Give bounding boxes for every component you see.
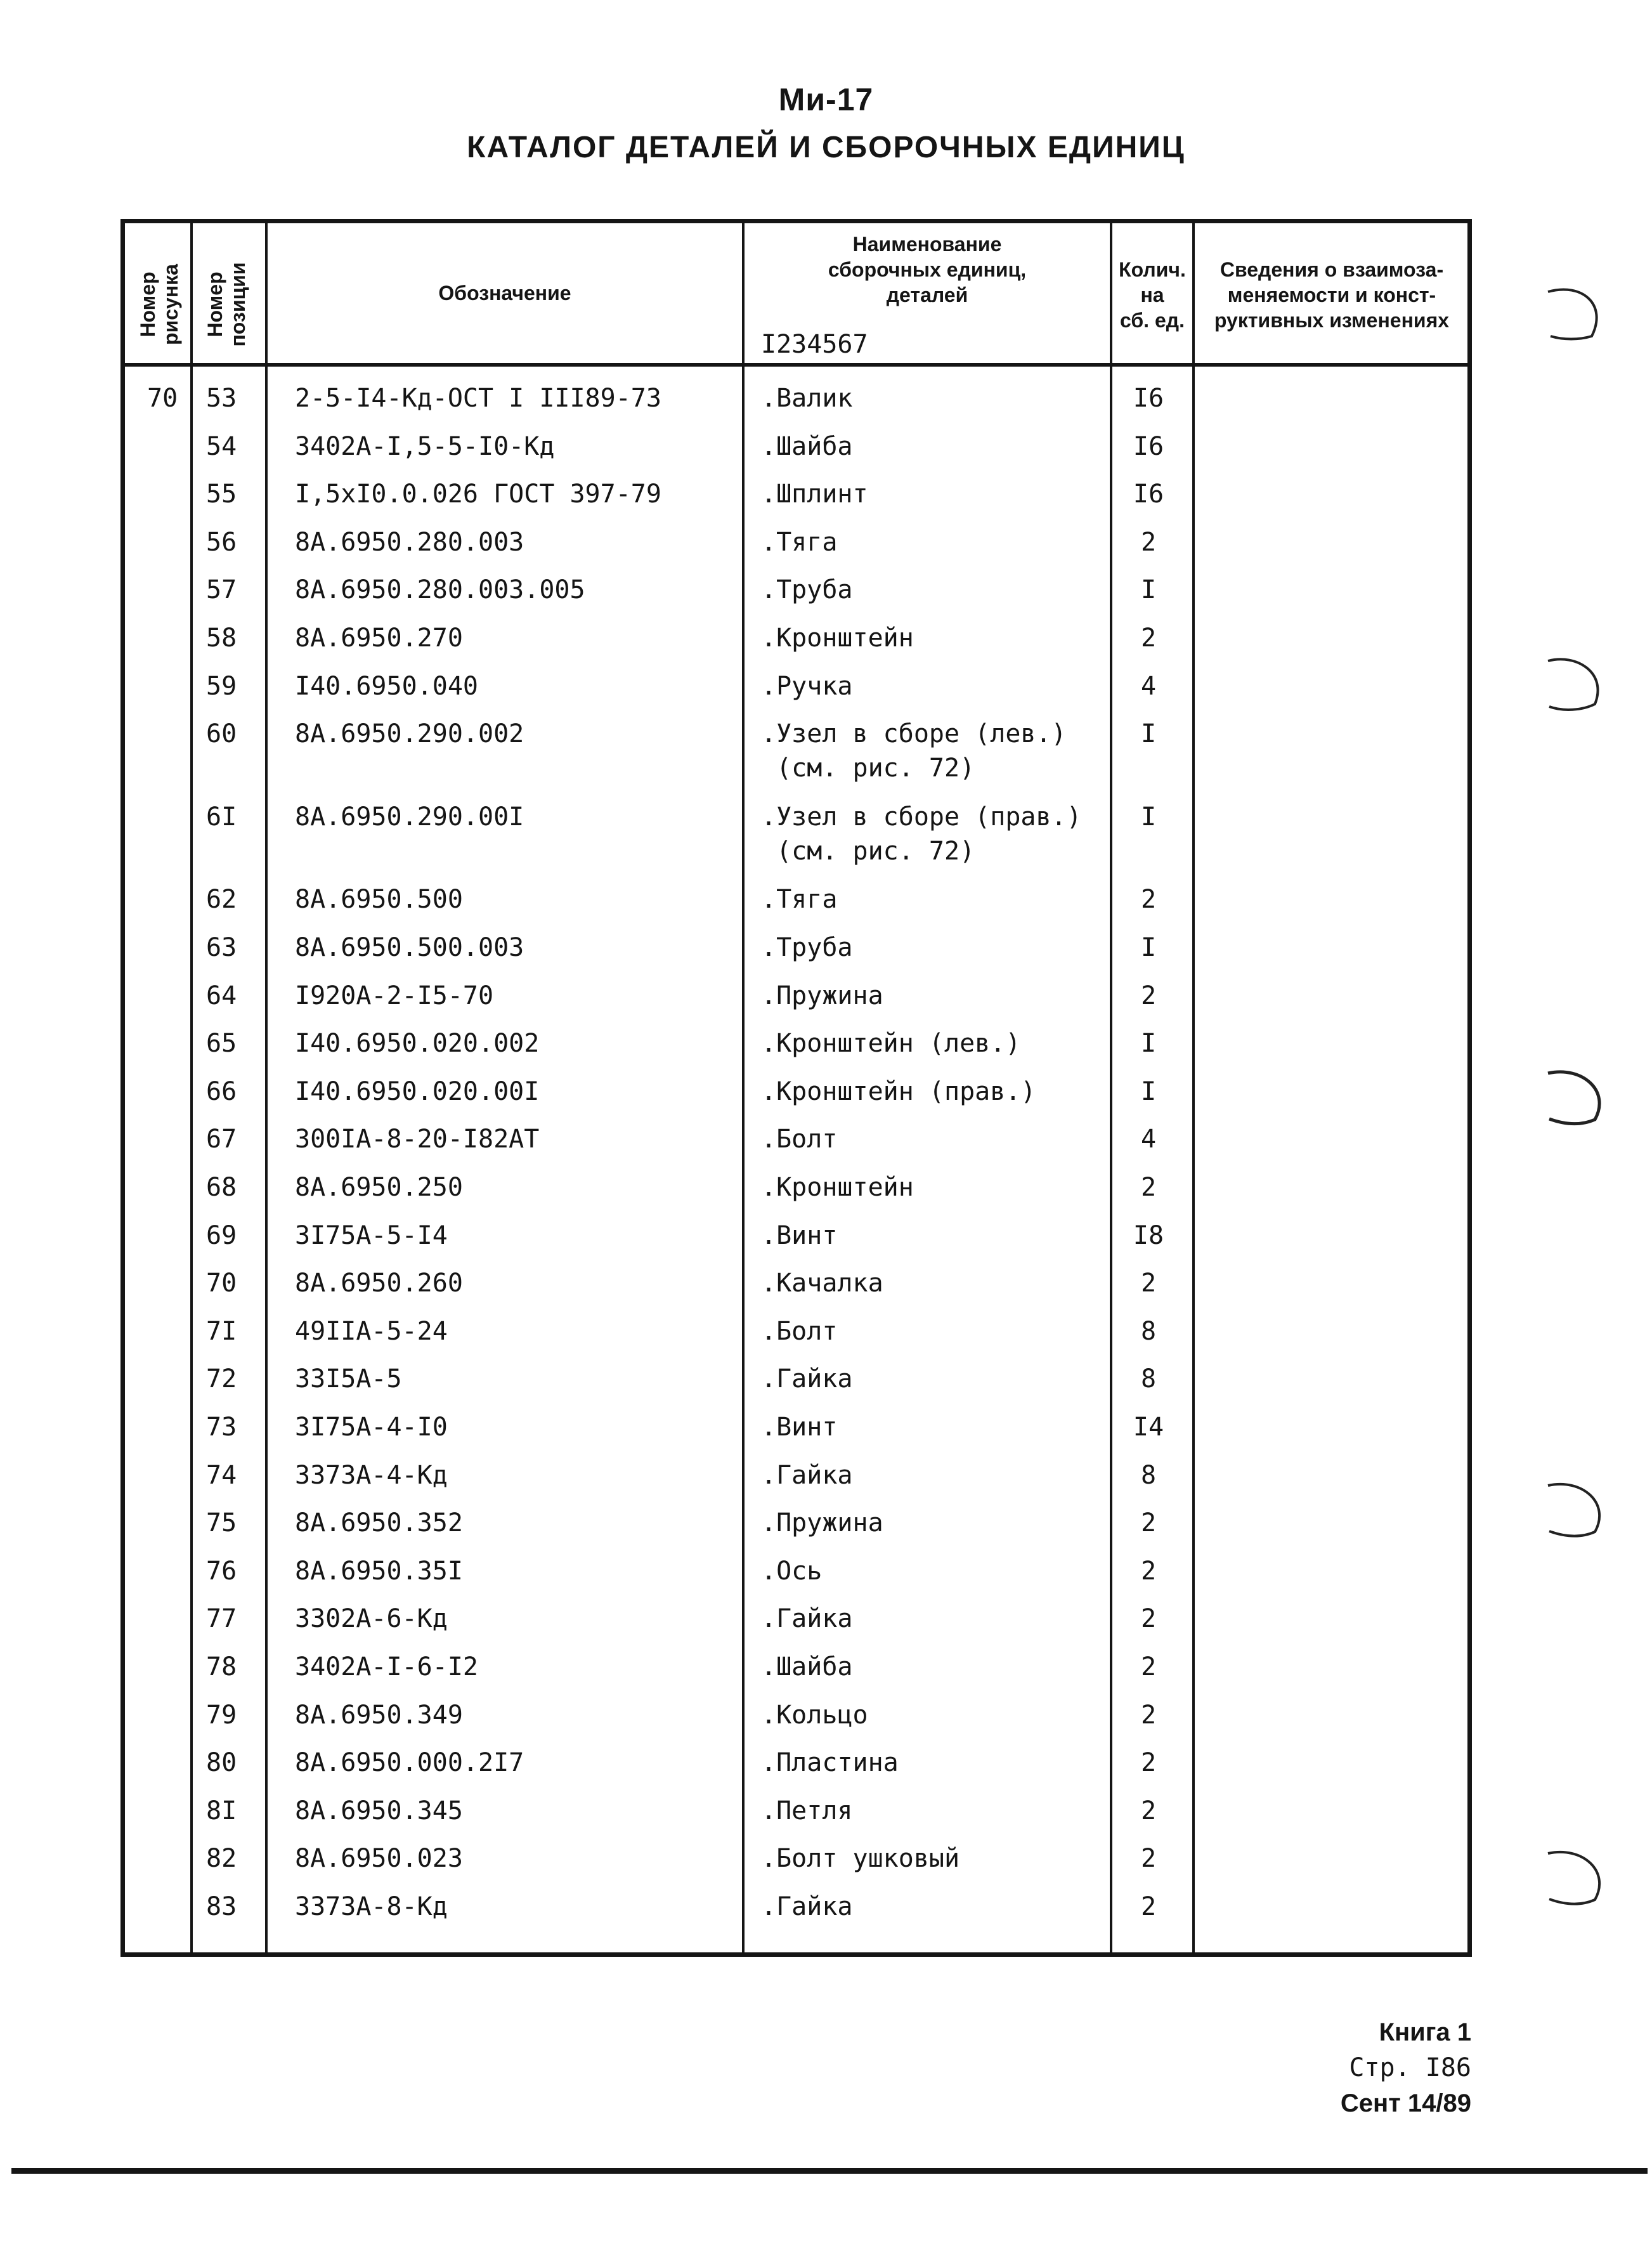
part-name-continuation: (см. рис. 72) [761,837,975,866]
page-number: Стр. I86 [1349,2053,1471,2082]
designation-cell: 8А.6950.500 [295,885,463,914]
part-name-cell: .Валик [761,384,853,413]
quantity-cell: 2 [1140,1652,1157,1682]
table-row [0,670,1652,709]
table-row [0,980,1652,1018]
table-row [0,478,1652,516]
part-name-cell: .Петля [761,1796,853,1826]
position-number-cell: 57 [206,575,237,604]
part-name-cell: .Винт [761,1221,838,1250]
table-row [0,1123,1652,1161]
part-name-cell: .Качалка [761,1269,883,1298]
quantity-cell: I6 [1133,384,1164,413]
table-row [0,1028,1652,1066]
name-header-line3: деталей [886,284,968,306]
position-number-cell: 7I [206,1317,237,1346]
designation-cell: 8А.6950.000.2I7 [295,1748,524,1777]
table-row [0,884,1652,922]
part-name-cell: .Кронштейн [761,1173,914,1202]
catalog-title: КАТАЛОГ ДЕТАЛЕЙ И СБОРОЧНЫХ ЕДИНИЦ [467,131,1185,164]
position-number-cell: 82 [206,1844,237,1873]
position-number-cell: 6I [206,802,237,832]
table-row [0,526,1652,565]
quantity-cell: 2 [1140,1796,1157,1826]
position-number-cell: 55 [206,480,237,509]
quantity-cell: I4 [1133,1413,1164,1442]
quantity-cell: I [1140,802,1157,832]
quantity-cell: I6 [1133,480,1164,509]
designation-cell: 8А.6950.260 [295,1269,463,1298]
part-name-cell: .Тяга [761,885,838,914]
designation-cell: I,5хI0.0.026 ГОСТ 397-79 [295,480,661,509]
quantity-cell: 2 [1140,1701,1157,1730]
designation-cell: 3I75А-5-I4 [295,1221,448,1250]
part-name-cell: .Труба [761,575,853,604]
designation-cell: 8А.6950.270 [295,624,463,653]
table-row [0,718,1652,783]
position-number-cell: 63 [206,933,237,962]
designation-cell: 8А.6950.35I [295,1557,463,1586]
designation-header: Обозначение [438,282,571,304]
designation-cell: 3402А-I-6-I2 [295,1652,478,1682]
quantity-cell: I [1140,575,1157,604]
designation-cell: 8А.6950.500.003 [295,933,524,962]
quantity-cell: 2 [1140,885,1157,914]
table-row [0,1411,1652,1449]
position-number-cell: 60 [206,719,237,748]
revision-date: Сент 14/89 [1340,2089,1471,2117]
table-row [0,1555,1652,1593]
part-name-cell: .Шайба [761,432,853,461]
position-number-cell: 8I [206,1796,237,1826]
qty-header-line2: на [1140,284,1164,306]
binder-hole-mark [1544,1066,1614,1129]
position-number-header: Номер позиции [204,262,249,347]
table-row [0,574,1652,612]
info-header-line1: Сведения о взаимоза- [1219,258,1444,281]
designation-cell: 3373А-4-Кд [295,1461,448,1490]
info-header-line2: меняемости и конст- [1227,284,1436,306]
designation-cell: 300IА-8-20-I82АТ [295,1125,540,1154]
table-row [0,1220,1652,1258]
position-number-cell: 79 [206,1701,237,1730]
position-number-cell: 58 [206,624,237,653]
table-row [0,1172,1652,1210]
position-number-cell: 75 [206,1508,237,1538]
part-name-cell: .Пружина [761,981,883,1010]
designation-cell: 8А.6950.349 [295,1701,463,1730]
position-number-cell: 72 [206,1364,237,1394]
position-number-cell: 53 [206,384,237,413]
designation-cell: I40.6950.020.002 [295,1029,540,1058]
designation-cell: 3I75А-4-I0 [295,1413,448,1442]
quantity-cell: 2 [1140,1844,1157,1873]
table-row [0,622,1652,660]
part-name-cell: .Узел в сборе (прав.) [761,802,1082,832]
quantity-cell: I6 [1133,432,1164,461]
position-number-cell: 83 [206,1892,237,1921]
table-row [0,801,1652,866]
binder-hole-mark [1544,1478,1614,1541]
quantity-cell: 2 [1140,1604,1157,1633]
info-header-line3: руктивных изменениях [1214,309,1450,332]
position-number-cell: 78 [206,1652,237,1682]
part-name-cell: .Тяга [761,528,838,557]
position-number-cell: 56 [206,528,237,557]
position-number-cell: 67 [206,1125,237,1154]
quantity-cell: 2 [1140,1508,1157,1538]
quantity-cell: 2 [1140,1892,1157,1921]
position-number-cell: 62 [206,885,237,914]
fig-number-header: Номер рисунка [136,264,182,345]
part-name-cell: .Пластина [761,1748,899,1777]
position-number-cell: 65 [206,1029,237,1058]
designation-cell: 2-5-I4-Кд-ОСТ I III89-73 [295,384,661,413]
designation-cell: 8А.6950.280.003.005 [295,575,585,604]
position-number-cell: 66 [206,1077,237,1106]
part-name-cell: .Кольцо [761,1701,868,1730]
part-name-continuation: (см. рис. 72) [761,754,975,783]
binder-hole-mark [1544,653,1614,717]
quantity-cell: I [1140,933,1157,962]
qty-header-line1: Колич. [1119,258,1186,281]
name-header-line2: сборочных единиц, [828,258,1027,281]
designation-cell: I40.6950.020.00I [295,1077,540,1106]
designation-cell: 8А.6950.290.002 [295,719,524,748]
designation-cell: 33I5А-5 [295,1364,402,1394]
position-number-cell: 54 [206,432,237,461]
designation-cell: 8А.6950.250 [295,1173,463,1202]
part-name-cell: .Гайка [761,1604,853,1633]
part-name-cell: .Гайка [761,1364,853,1394]
name-header-line1: Наименование [852,233,1002,256]
designation-cell: 8А.6950.290.00I [295,802,524,832]
quantity-cell: 2 [1140,981,1157,1010]
table-row [0,1507,1652,1545]
position-number-cell: 70 [206,1269,237,1298]
table-row [0,1363,1652,1401]
bottom-rule [11,2168,1648,2174]
table-row [0,382,1652,421]
quantity-cell: 2 [1140,1748,1157,1777]
table-row [0,932,1652,970]
position-number-cell: 74 [206,1461,237,1490]
qty-header-line3: сб. ед. [1120,309,1185,332]
header-separator [120,363,1472,367]
quantity-cell: 4 [1140,672,1157,701]
designation-cell: 3373А-8-Кд [295,1892,448,1921]
part-name-cell: .Винт [761,1413,838,1442]
quantity-cell: 8 [1140,1364,1157,1394]
part-name-cell: .Кронштейн (лев.) [761,1029,1021,1058]
binder-hole-mark [1544,279,1614,343]
indent-level-code: I234567 [761,330,868,359]
quantity-cell: I [1140,719,1157,748]
quantity-cell: 2 [1140,1173,1157,1202]
table-row [0,1651,1652,1689]
designation-cell: 49IIА-5-24 [295,1317,448,1346]
figure-number-cell: 70 [147,384,178,413]
binder-hole-mark [1544,1846,1614,1909]
quantity-cell: 2 [1140,624,1157,653]
quantity-cell: 4 [1140,1125,1157,1154]
designation-cell: 8А.6950.280.003 [295,528,524,557]
part-name-cell: .Шплинт [761,480,868,509]
table-row [0,1076,1652,1114]
table-row [0,1843,1652,1881]
quantity-cell: 8 [1140,1317,1157,1346]
table-row [0,1795,1652,1833]
table-row [0,1699,1652,1737]
part-name-cell: .Узел в сборе (лев.) [761,719,1067,748]
part-name-cell: .Болт [761,1317,838,1346]
part-name-cell: .Кронштейн (прав.) [761,1077,1036,1106]
table-row [0,1747,1652,1785]
quantity-cell: 2 [1140,528,1157,557]
part-name-cell: .Пружина [761,1508,883,1538]
part-name-cell: .Труба [761,933,853,962]
position-number-cell: 68 [206,1173,237,1202]
designation-cell: I920А-2-I5-70 [295,981,494,1010]
page-model-title: Ми-17 [778,82,874,117]
table-row [0,1460,1652,1498]
position-number-cell: 76 [206,1557,237,1586]
position-number-cell: 73 [206,1413,237,1442]
designation-cell: 3402А-I,5-5-I0-Кд [295,432,555,461]
position-number-cell: 59 [206,672,237,701]
position-number-cell: 64 [206,981,237,1010]
designation-cell: I40.6950.040 [295,672,478,701]
quantity-cell: I8 [1133,1221,1164,1250]
table-row [0,1316,1652,1354]
table-row [0,431,1652,469]
part-name-cell: .Кронштейн [761,624,914,653]
table-row [0,1891,1652,1929]
table-row [0,1603,1652,1641]
designation-cell: 3302А-6-Кд [295,1604,448,1633]
position-number-cell: 69 [206,1221,237,1250]
part-name-cell: .Болт ушковый [761,1844,960,1873]
quantity-cell: 8 [1140,1461,1157,1490]
part-name-cell: .Ручка [761,672,853,701]
part-name-cell: .Ось [761,1557,823,1586]
quantity-cell: 2 [1140,1269,1157,1298]
designation-cell: 8А.6950.345 [295,1796,463,1826]
book-label: Книга 1 [1379,2018,1471,2046]
table-row [0,1267,1652,1305]
quantity-cell: I [1140,1077,1157,1106]
designation-cell: 8А.6950.352 [295,1508,463,1538]
part-name-cell: .Болт [761,1125,838,1154]
quantity-cell: 2 [1140,1557,1157,1586]
part-name-cell: .Гайка [761,1461,853,1490]
position-number-cell: 80 [206,1748,237,1777]
part-name-cell: .Гайка [761,1892,853,1921]
part-name-cell: .Шайба [761,1652,853,1682]
quantity-cell: I [1140,1029,1157,1058]
designation-cell: 8А.6950.023 [295,1844,463,1873]
position-number-cell: 77 [206,1604,237,1633]
